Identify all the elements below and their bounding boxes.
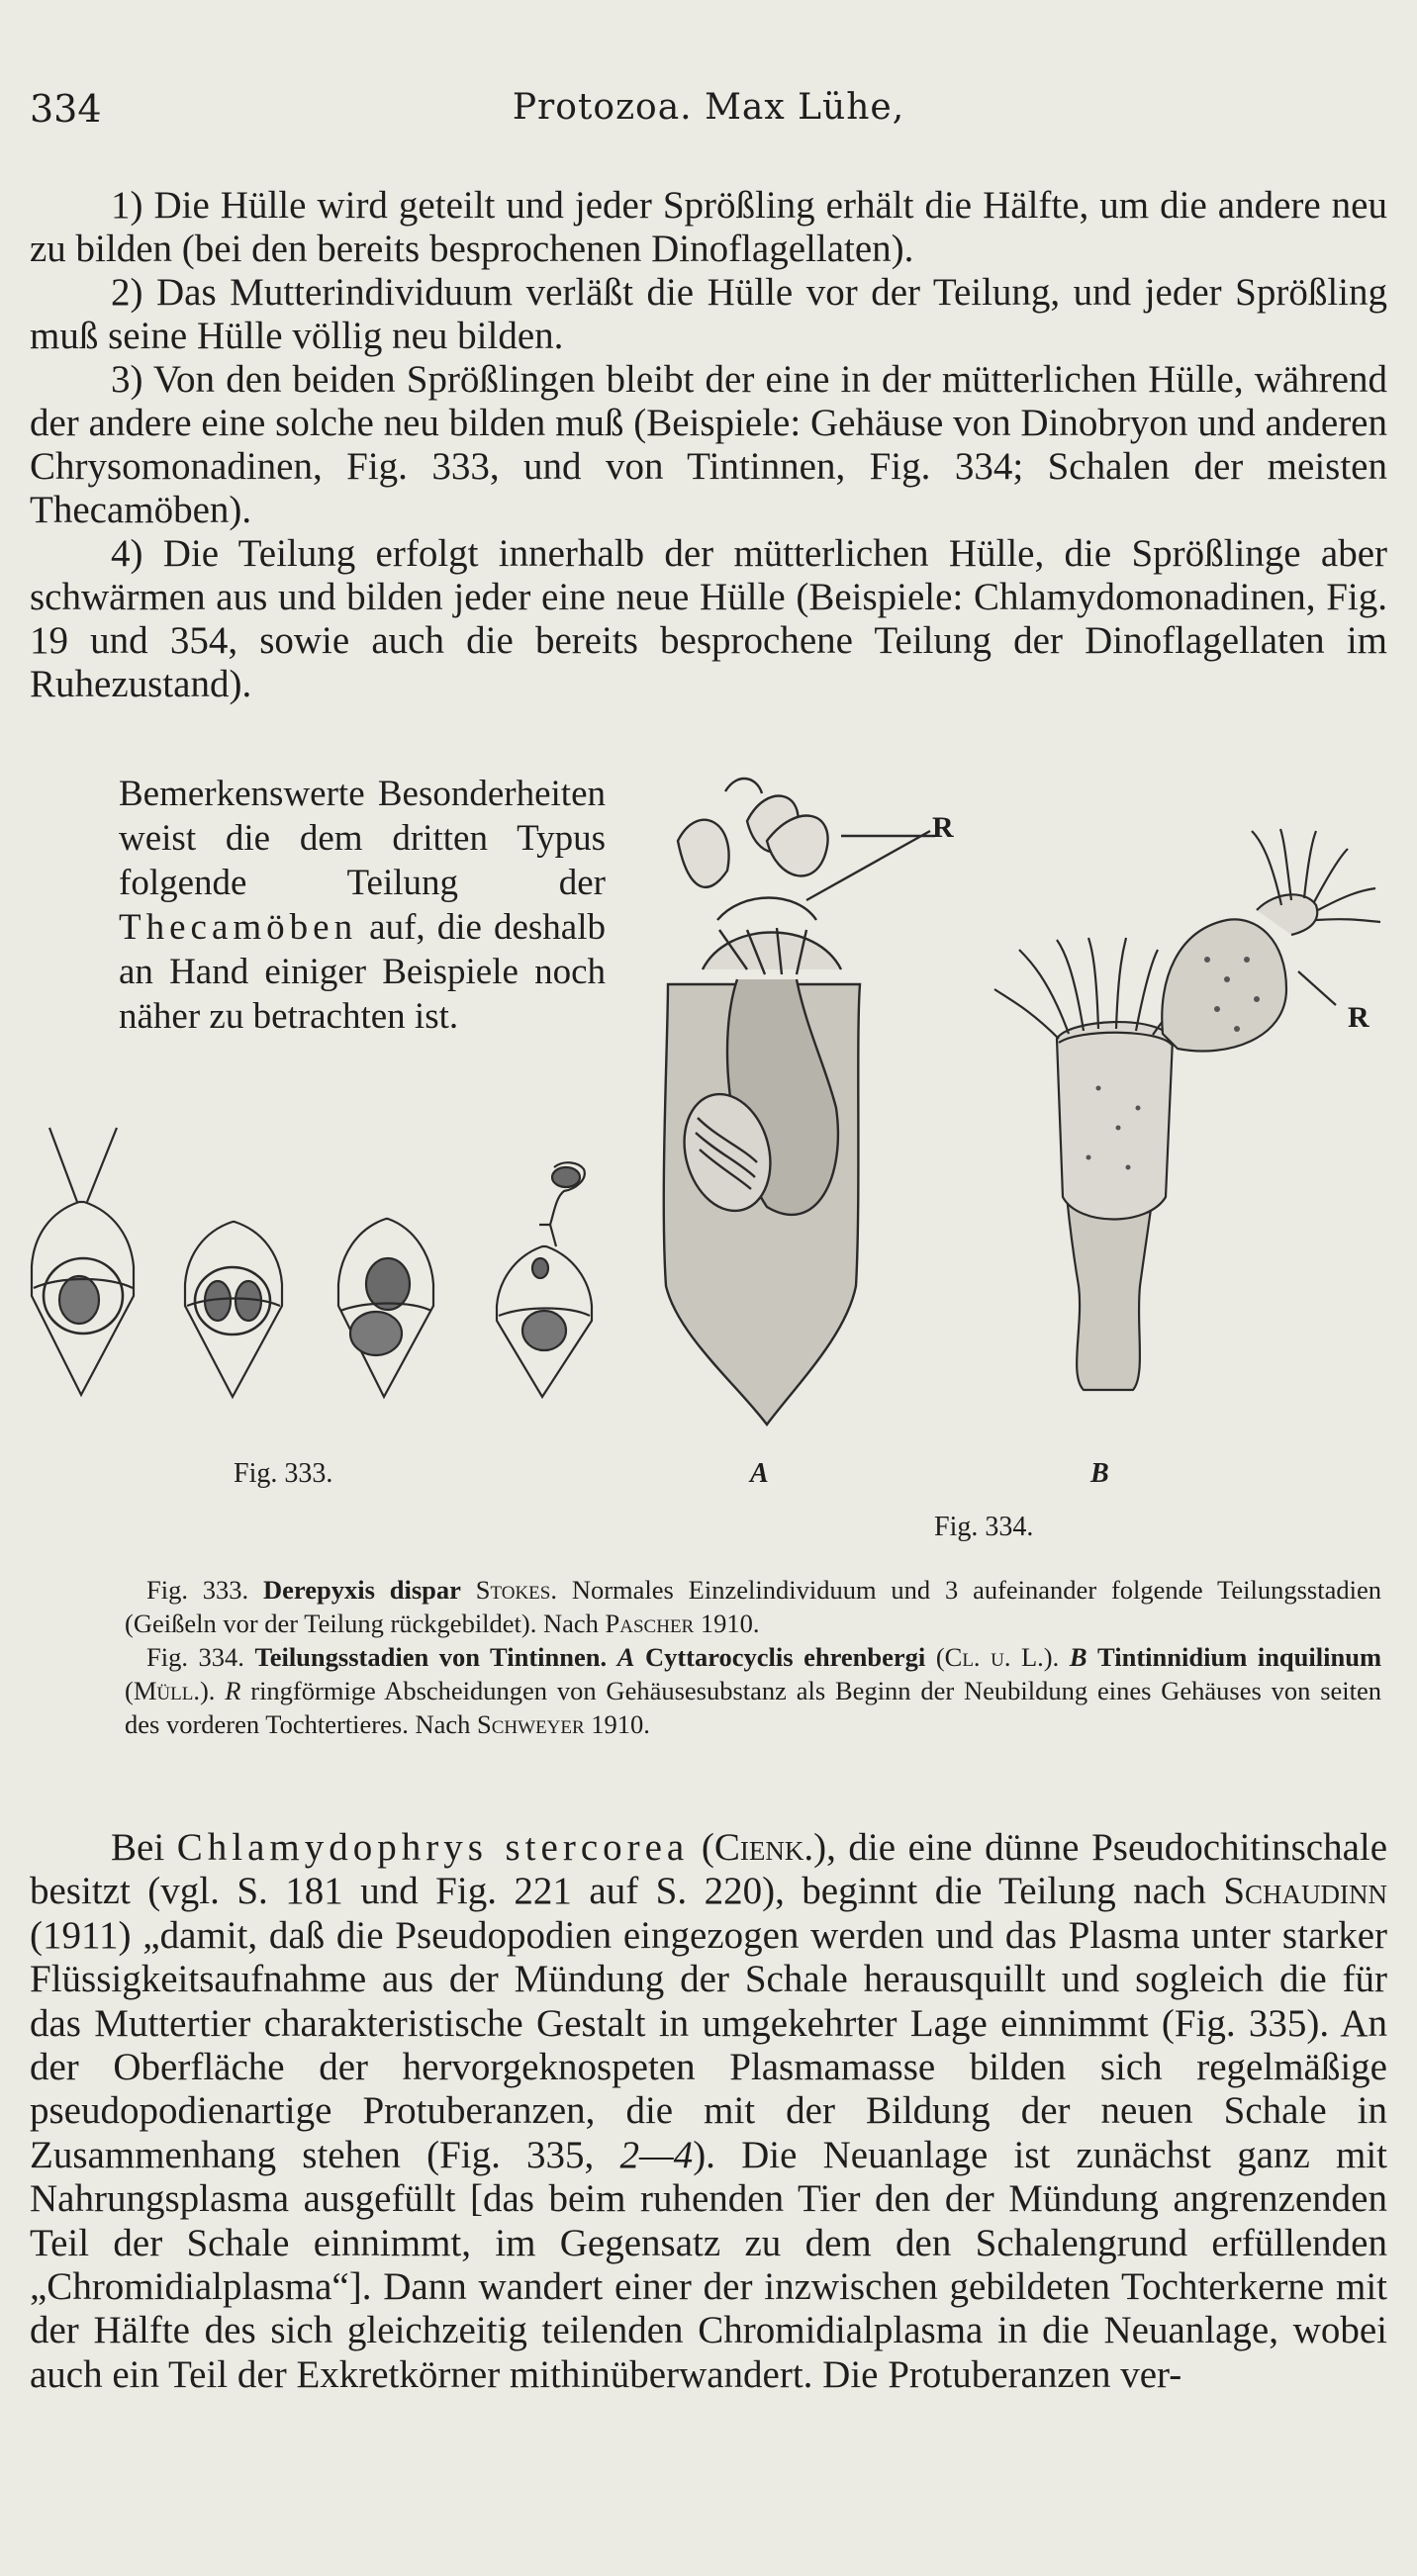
caption-334-species-b: Tintinnidium inquilinum (1097, 1642, 1382, 1672)
derepyxis-specimen-1 (32, 1128, 134, 1395)
marker-r-a: R (932, 811, 954, 844)
caption-334-author-a: (Cl. u. L.). (935, 1642, 1060, 1672)
caption-333-prefix: Fig. 333. (146, 1575, 249, 1605)
caption-334-b: B (1069, 1642, 1087, 1672)
marker-r-b: R (1348, 1001, 1370, 1034)
caption-334-prefix: Fig. 334. (146, 1642, 244, 1672)
bottom-paragraph (30, 1826, 1387, 2397)
text-run: ). Die Neuanlage ist zunächst ganz mit Nahrungsplasma ausgefüllt [das beim ruhenden Tier den der Mündung angrenzenden Teil der Schale einnimmt, im Gegensatz zu dem den Schalengrund erfüllenden „Chromidialplasma“]. Dann wandert einer der inzwischen gebildeten Tochterkerne mit der Hälfte des sich gleichzeitig teilenden Chromidialplasma in die Neuanlage, wobei auch ein Teil der Exkretkörner mithinüberwandert. Die Protuberanzen ver- (30, 2133, 1387, 2396)
paragraph-3: 3) Von den beiden Sprößlingen bleibt der eine in der mütterlichen Hülle, während der andere eine solche neu bilden muß (Beispiele: Gehäuse von Dinobryon und anderen Chrysomonadinen, Fig. 333, und von Tintinnen, Fig. 334; Schalen der meisten Thecamöben). (30, 358, 1387, 531)
fig-333-label: Fig. 333. (234, 1458, 333, 1489)
caption-334-author-b: (Müll.). (125, 1676, 216, 1705)
page-header (30, 87, 1387, 137)
paragraph-chlamydophrys (30, 1826, 1387, 2397)
caption-334-year: 1910. (591, 1709, 650, 1739)
caption-333-year: 1910. (700, 1609, 760, 1638)
text-run: (1911) „damit, daß die Pseudopodien eingezogen werden und das Plasma unter starker Flüssigkeitsaufnahme aus der Mündung der Schale herausquillt und sogleich die für das Muttertier charakteristische Gestalt in umgekehrter Lage einnimmt (Fig. 335). An der Oberfläche der hervorgeknospeten Plasmamasse bilden sich regelmäßige pseudopodienartige Protuberanzen, die mit der Bildung der neuen Schale in Zusammenhang stehen (Fig. 335, (30, 1913, 1387, 2176)
caption-334-text: ringförmige Abscheidungen von Gehäusesubstanz als Beginn der Neubildung eines Gehäuses von seiten des vorderen Tochtertieres. Nach (125, 1676, 1382, 1739)
intro-spaced-word: Thecamöben (119, 907, 358, 948)
paragraph-4: 4) Die Teilung erfolgt innerhalb der mütterlichen Hülle, die Sprößlinge aber schwärmen aus und bilden jeder eine neue Hülle (Beispiele: Chlamydomonadinen, Fig. 19 und 354, sowie auch die bereits besprochene Teilung der Dinoflagellaten im Ruhezustand). (30, 532, 1387, 705)
paragraph-2: 2) Das Mutterindividuum verläßt die Hülle vor der Teilung, und jeder Sprößling muß seine Hülle völlig neu bilden. (30, 271, 1387, 357)
figure-334b-drawing (990, 811, 1415, 1425)
text-run: Bei (111, 1826, 165, 1869)
derepyxis-specimen-2 (185, 1222, 282, 1397)
text-run: ( (701, 1826, 714, 1869)
derepyxis-specimen-3 (338, 1219, 433, 1397)
figure-captions (125, 1573, 1381, 1741)
text-run: ), die eine dünne Pseudochitinschale besitzt (vgl. S. 181 und Fig. 221 auf S. 220), beginnt die Teilung nach (30, 1826, 1388, 1913)
caption-334-a: A (616, 1642, 635, 1672)
caption-333-text: . Normales Einzelindividuum und 3 aufeinander folgende Teilungsstadien (Geißeln vor der Teilung rückgebildet). Nach (125, 1575, 1381, 1638)
derepyxis-specimen-4 (497, 1162, 592, 1397)
fig-334-letter-a: A (750, 1458, 769, 1489)
figure-ref-italic: 2—4 (619, 2133, 694, 2176)
page-number: 334 (30, 87, 102, 131)
fig-334-label: Fig. 334. (934, 1512, 1034, 1542)
caption-333-source: Pascher (605, 1609, 695, 1638)
top-paragraphs (30, 184, 1387, 706)
intro-paragraph (119, 772, 606, 1039)
fig-334-letter-b: B (1090, 1458, 1109, 1489)
figure-334a-drawing (648, 782, 945, 1454)
author-schaudinn: Schaudinn (1223, 1870, 1387, 1913)
species-spaced: Chlamydophrys stercorea (176, 1826, 690, 1869)
paragraph-1: 1) Die Hülle wird geteilt und jeder Sprößling erhält die Hälfte, um die andere neu zu bilden (bei den bereits besprochenen Dinoflagellaten). (30, 184, 1387, 270)
caption-334-title: Teilungsstadien von Tintinnen. (254, 1642, 608, 1672)
caption-334-species-a: Cyttarocyclis ehrenbergi (644, 1642, 926, 1672)
intro-text-before: Bemerkenswerte Besonderheiten weist die dem dritten Typus folgende Teilung der (119, 774, 606, 903)
running-title: Protozoa. Max Lühe, (512, 87, 905, 128)
caption-333 (125, 1573, 1381, 1640)
figure-333-drawing (20, 1108, 614, 1415)
caption-333-species: Derepyxis dispar (263, 1575, 461, 1605)
caption-334 (125, 1640, 1381, 1741)
intro-text-after: auf, die deshalb an Hand einiger Beispiele noch näher zu betrachten ist. (119, 907, 606, 1037)
caption-334-source: Schweyer (477, 1709, 585, 1739)
author-cienk: Cienk. (713, 1826, 814, 1869)
caption-334-r: R (225, 1676, 241, 1705)
caption-333-author: Stokes (475, 1575, 551, 1605)
